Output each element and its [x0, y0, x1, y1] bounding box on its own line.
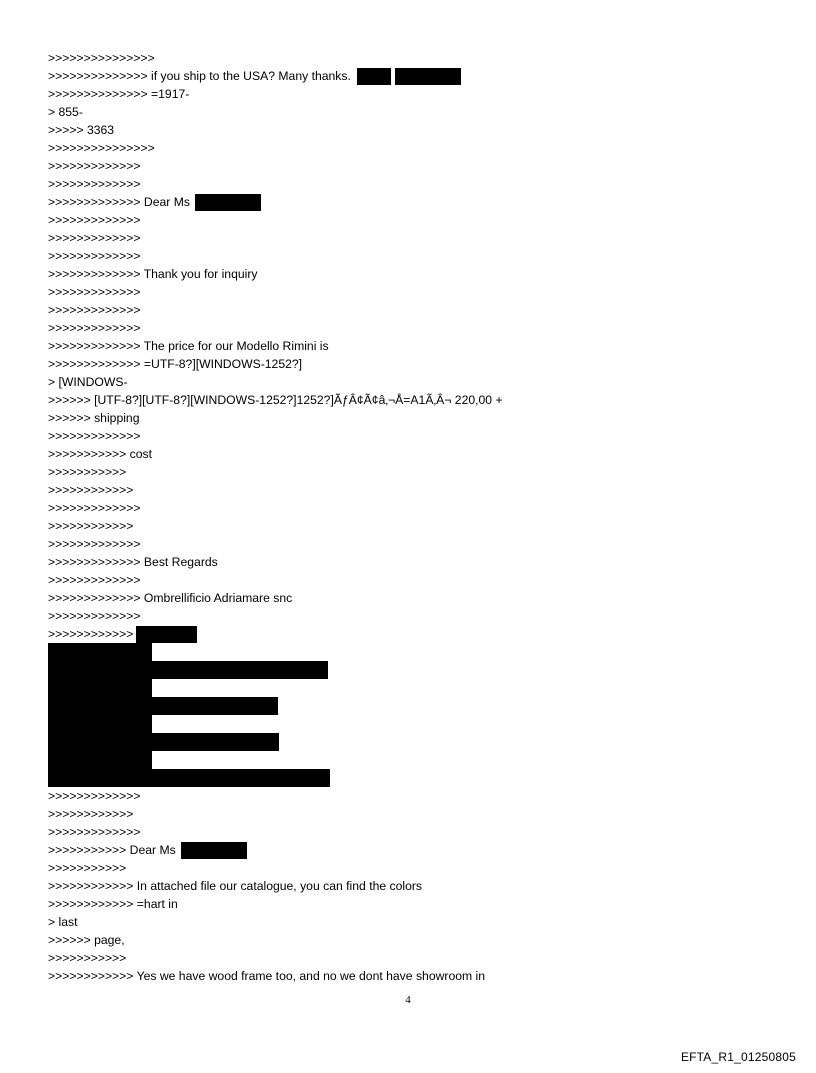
- redacted-line: [48, 643, 768, 661]
- redacted-line: [48, 715, 768, 733]
- quoted-line: >>>>>>>>>>>>>> if you ship to the USA? Many thanks.: [48, 67, 768, 85]
- quoted-line: >>>>>>>>>>>>: [48, 625, 768, 643]
- page-number: 4: [405, 994, 411, 1006]
- redaction-box: [195, 194, 261, 211]
- quoted-line: >>>>>>>>>>>> =hart in: [48, 897, 178, 911]
- quoted-line: >>>>>>>>>>>>> Dear Ms: [48, 193, 768, 211]
- quoted-line: >>>>>>>>>>>> Yes we have wood frame too, and no we dont have showroom in: [48, 969, 486, 983]
- document-id: EFTA_R1_01250805: [680, 1050, 796, 1064]
- quoted-line: >>>>>>>>>>>>>: [48, 501, 141, 515]
- quoted-line: >>>>>>>>>>>: [48, 951, 127, 965]
- quoted-line: >>>>>>>>>>>>>: [48, 429, 141, 443]
- redaction-box: [48, 643, 152, 661]
- quoted-line: >>>>>>>>>>>>>: [48, 285, 141, 299]
- quoted-line: >>>>>>>>>>>>> =UTF-8?][WINDOWS-1252?]: [48, 357, 303, 371]
- quoted-line: >>>>>>>>>>>>>: [48, 303, 141, 317]
- redaction-box: [48, 679, 152, 697]
- redacted-line: [48, 697, 768, 715]
- quoted-line: >>>>> 3363: [48, 123, 115, 137]
- redaction-box: [48, 661, 328, 679]
- quoted-line: >>>>>>>>>>>> In attached file our catalogue, you can find the colors: [48, 879, 423, 893]
- quoted-line: >>>>>>>>>>>>: [48, 519, 134, 533]
- quoted-line: >>>>>>>>>>>>> Best Regards: [48, 555, 218, 569]
- quoted-line: > last: [48, 915, 78, 929]
- quoted-line: >>>>>>>>>>>>>: [48, 231, 141, 245]
- quoted-line: >>>>>>>>>>>>>>>: [48, 141, 155, 155]
- quoted-line: >>>>>>>>>>> cost: [48, 447, 153, 461]
- redacted-line: [48, 733, 768, 751]
- redaction-box: [48, 769, 330, 787]
- email-thread-body: [48, 49, 768, 985]
- quoted-line: >>>>>>>>>>>>>: [48, 159, 141, 173]
- redaction-box: [136, 626, 197, 643]
- quoted-line: >>>>>>>>>>>: [48, 861, 127, 875]
- quoted-line: >>>>>>>>>>>>>: [48, 825, 141, 839]
- redaction-box: [48, 733, 279, 751]
- quoted-line: >>>>>>>>>>>>> Thank you for inquiry: [48, 267, 258, 281]
- quoted-line: > 855-: [48, 105, 83, 119]
- quoted-line: >>>>>>>>>>> Dear Ms: [48, 841, 768, 859]
- quoted-line: > [WINDOWS-: [48, 375, 128, 389]
- quoted-line: >>>>>>>>>>>: [48, 465, 127, 479]
- quoted-line: >>>>>>>>>>>>: [48, 483, 134, 497]
- quoted-line: >>>>>>>>>>>>> Ombrellificio Adriamare snc: [48, 591, 293, 605]
- quoted-line: >>>>>> shipping: [48, 411, 140, 425]
- redaction-box: [48, 751, 152, 769]
- quoted-line: >>>>>>>>>>>>: [48, 807, 134, 821]
- quoted-line: >>>>>> [UTF-8?][UTF-8?][WINDOWS-1252?]1252?]ÃƒÂ¢Ã¢â‚¬Å=A1Ã‚Â¬ 220,00 +: [48, 393, 503, 407]
- redacted-line: [48, 679, 768, 697]
- quoted-line: >>>>>>>>>>>>>: [48, 609, 141, 623]
- redacted-line: [48, 661, 768, 679]
- quoted-line: >>>>>>>>>>>>>: [48, 213, 141, 227]
- redacted-line: [48, 751, 768, 769]
- redaction-box: [395, 68, 461, 85]
- quoted-line: >>>>>>>>>>>>>> =1917-: [48, 87, 190, 101]
- redaction-box: [48, 715, 152, 733]
- quoted-line: >>>>>>>>>>>>>: [48, 573, 141, 587]
- quoted-line: >>>>>>>>>>>>>: [48, 537, 141, 551]
- quoted-line: >>>>>>>>>>>>>: [48, 249, 141, 263]
- redaction-box: [357, 68, 391, 85]
- redacted-line: [48, 769, 768, 787]
- quoted-line: >>>>>>>>>>>>>: [48, 177, 141, 191]
- quoted-line: >>>>>> page,: [48, 933, 125, 947]
- quoted-line: >>>>>>>>>>>>>: [48, 321, 141, 335]
- quoted-line: >>>>>>>>>>>>>: [48, 789, 141, 803]
- quoted-line: >>>>>>>>>>>>> The price for our Modello Rimini is: [48, 339, 329, 353]
- redaction-box: [48, 697, 278, 715]
- redaction-box: [181, 842, 247, 859]
- quoted-line: >>>>>>>>>>>>>>>: [48, 51, 155, 65]
